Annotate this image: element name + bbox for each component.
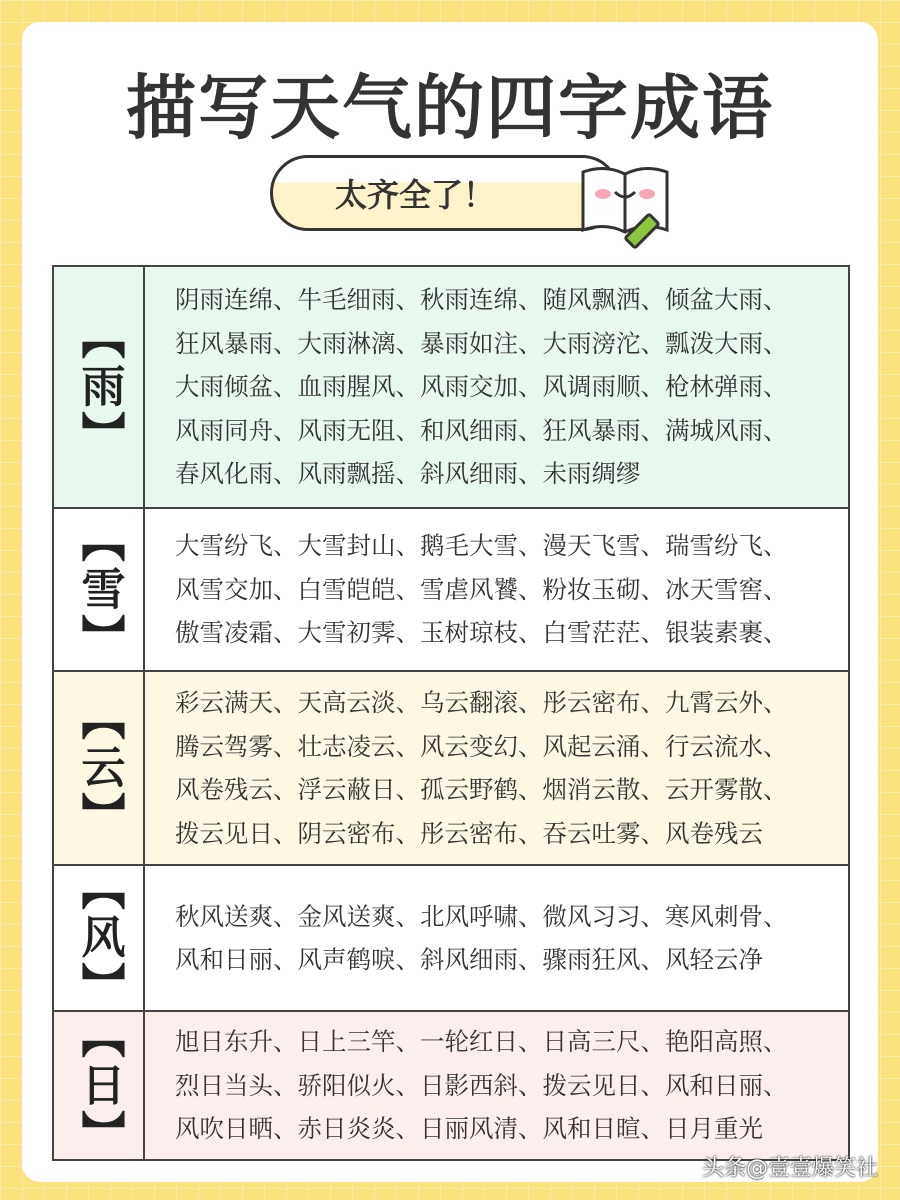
category-label: 【日】 [54,1012,145,1159]
section-row-cloud [54,670,848,864]
idiom-line: 腾云驾雾、壮志凌云、风云变幻、风起云涌、行云流水、 [175,731,788,761]
idiom-line: 风吹日晒、赤日炎炎、日丽风清、风和日暄、日月重光 [175,1114,763,1144]
section-row-wind [54,864,848,1010]
idiom-line: 风雨同舟、风雨无阻、和风细雨、狂风暴雨、满城风雨、 [175,415,788,445]
idiom-list [145,866,848,1010]
section-row-rain [54,267,848,507]
idiom-line: 拨云见日、阴云密布、彤云密布、吞云吐雾、风卷残云 [175,818,763,848]
section-row-snow [54,507,848,670]
idiom-list [145,509,848,670]
subtitle: 太齐全了！ [334,176,495,214]
idiom-line: 风和日丽、风声鹤唳、斜风细雨、骤雨狂风、风轻云净 [175,945,763,974]
idiom-line: 傲雪凌霜、大雪初霁、玉树琼枝、白雪茫茫、银装素裹、 [175,618,788,648]
page-title: 描写天气的四字成语 [126,67,774,149]
idiom-line: 风雪交加、白雪皑皑、雪虐风饕、粉妆玉砌、冰天雪窖、 [175,574,788,604]
idiom-line: 风卷残云、浮云蔽日、孤云野鹤、烟消云散、云开雾散、 [175,775,788,804]
section-row-sun [54,1010,848,1159]
category-label: 【雨】 [54,267,145,507]
idiom-list [145,672,848,864]
notebook-pencil-icon [575,152,675,252]
idiom-list [145,1012,848,1159]
idiom-list [145,267,848,507]
idiom-line: 阴雨连绵、牛毛细雨、秋雨连绵、随风飘洒、倾盆大雨、 [175,285,788,315]
idiom-line: 彩云满天、天高云淡、乌云翻滚、彤云密布、九霄云外、 [175,688,788,717]
category-label: 【风】 [54,866,145,1010]
category-label: 【云】 [54,672,145,864]
idiom-line: 秋风送爽、金风送爽、北风呼啸、微风习习、寒风刺骨、 [175,901,788,931]
idiom-table [52,265,850,1161]
category-label: 【雪】 [54,509,145,670]
idiom-line: 旭日东升、日上三竿、一轮红日、日高三尺、艳阳高照、 [175,1027,788,1057]
watermark: 头条@壹壹爆笑社 [701,1156,878,1181]
idiom-line: 狂风暴雨、大雨淋漓、暴雨如注、大雨滂沱、瓢泼大雨、 [175,328,788,358]
idiom-line: 春风化雨、风雨飘摇、斜风细雨、未雨绸缪 [175,459,641,489]
subtitle-pill [270,155,620,231]
idiom-line: 大雨倾盆、血雨腥风、风雨交加、风调雨顺、枪林弹雨、 [175,372,788,402]
idiom-line: 大雪纷飞、大雪封山、鹅毛大雪、漫天飞雪、瑞雪纷飞、 [175,531,788,561]
idiom-line: 烈日当头、骄阳似火、日影西斜、拨云见日、风和日丽、 [175,1070,788,1100]
